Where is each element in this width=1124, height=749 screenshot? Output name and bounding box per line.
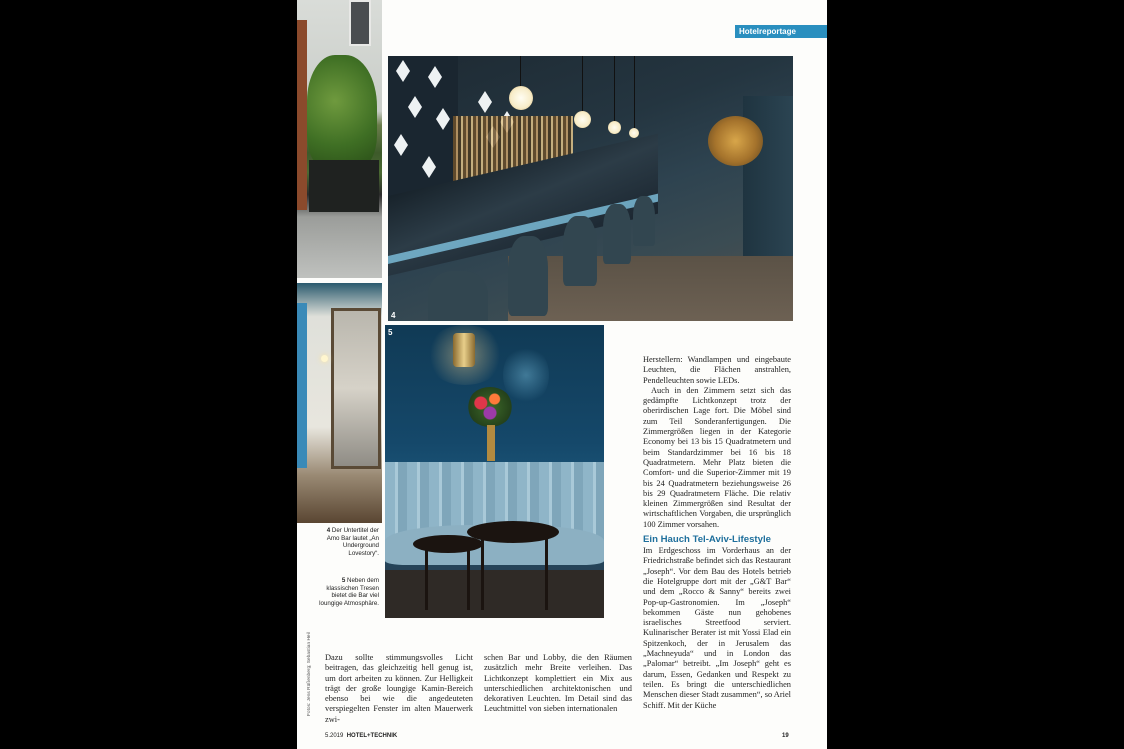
caption-4-text: Der Untertitel der Amo Bar lautet „An Underground Lovestory“. <box>326 527 379 557</box>
paragraph: Auch in den Zimmern setzt sich das gedämpfte Lichtkonzept trotz der oberirdischen Lage fort. Die Möbel sind zum Teil Sonderanfertigungen. Die Zimmergrößen liegen in der Kategorie Economy bei 13 bis 15 Quadratmetern und beim Standardzimmer bei 16 bis 18 Quadratmetern. Mehr Platz bieten die Comfort- und die Superior-Zimmer mit 19 bis 24 Quadratmetern beziehungsweise 26 bis 29 Quadratmetern Fläche. Die relativ kleinen Zimmergrößen sind Resultat der wirtschaftlichen Vorgaben, die ursprünglich 100 Zimmer vorsahen. <box>643 385 791 529</box>
photo-wall-sconce <box>453 333 475 367</box>
photo-lounge-floor <box>385 570 604 618</box>
photo-curtain <box>297 303 307 468</box>
page-footer <box>325 733 397 739</box>
photo-stool <box>633 196 655 246</box>
photo-lounge <box>385 325 604 618</box>
photo-mirror <box>331 308 381 469</box>
photo-vase <box>487 425 495 461</box>
photo-table-leg <box>545 535 548 610</box>
caption-5-number: 5 <box>341 577 346 584</box>
photo-pendant-wire <box>520 56 521 86</box>
paragraph: Im Erdgeschoss im Vorderhaus an der Friedrichstraße befindet sich das Restaurant „Joseph“. Vor dem Bau des Hotels betrieb die Hotelgruppe dort mit der „G&T Bar“ und dem „Rocco & Sanny“ bereits zwei Pop-up-Gastronomien. Im „Joseph“ bekommen Gäste nun gehobenes israelisches Streetfood serviert. Kulinarischer Berater ist mit Yossi Elad ein Spitzenkoch, der in Jerusalem das „Machneyuda“ und in London das „Palomar“ betreibt. „Im Joseph“ geht es darum, Essen, Gedanken und Respekt zu teilen. Es bringt die unterschiedlichen Menschen dieser Stadt zusammen“, so Ariel Schiff. Mit der Küche <box>643 546 791 710</box>
photo-pendant-globe <box>608 121 621 134</box>
photo-window <box>349 0 371 46</box>
photo-exterior-strip <box>297 0 382 278</box>
text-column-right <box>643 355 791 711</box>
photo-pendant-globe <box>574 111 591 128</box>
section-heading: Ein Hauch Tel-Aviv-Lifestyle <box>643 534 771 546</box>
photo-stool <box>508 236 548 316</box>
photo-tree <box>307 55 377 170</box>
photo-door <box>297 20 307 210</box>
caption-4 <box>313 527 379 557</box>
photo-number-4: 4 <box>391 311 396 320</box>
photo-stool <box>563 216 597 286</box>
photo-stool <box>603 204 631 264</box>
photo-pendant-globe <box>509 86 533 110</box>
page-number: 19 <box>782 733 789 739</box>
caption-4-number: 4 <box>326 527 331 534</box>
photo-table-leg <box>481 535 484 610</box>
photo-side-table <box>413 535 483 553</box>
paragraph: Herstellern: Wandlampen und eingebaute Leuchten, die Flächen anstrahlen, Pendelleuchten sowie LEDs. <box>643 355 791 385</box>
photo-number-5: 5 <box>388 328 393 337</box>
text-column-left <box>325 653 473 725</box>
text-column-middle <box>484 653 632 715</box>
photo-room-strip <box>297 283 382 523</box>
photo-pendant-wire <box>634 56 635 128</box>
photo-bar-wall <box>388 56 458 196</box>
photo-bar-floor <box>508 256 793 321</box>
photo-bar <box>388 56 793 321</box>
photo-lamp <box>321 355 328 362</box>
photo-flowers <box>467 387 513 427</box>
magazine-name-suffix: +TECHNIK <box>367 733 398 739</box>
magazine-name: HOTEL <box>346 733 368 739</box>
photo-golden-plant <box>708 116 763 166</box>
photo-pendant-wire <box>582 56 583 111</box>
photo-pendant-wire <box>614 56 615 121</box>
photo-table-leg <box>425 545 428 610</box>
caption-5 <box>313 577 379 607</box>
paragraph: Dazu sollte stimmungsvolles Licht beitragen, das gleichzeitig hell genug ist, um dort arbeiten zu können. Zur Helligkeit trägt der große loungige Kamin-Bereich ebenso bei wie die angedeuteten verspiegelten Fenster im alten Mauerwerk zwi- <box>325 653 473 724</box>
photo-table-leg <box>467 545 470 610</box>
photo-diamond <box>478 91 492 113</box>
paragraph: schen Bar und Lobby, die den Räumen zusätzlich mehr Breite verleihen. Das Lichtkonzept komplettiert ein Mix aus unterschiedlichen architektonischen und dekorativen Leuchten. Im Detail sind das Leuchtmittel von sieben internationalen <box>484 653 632 714</box>
issue-number: 5.2019 <box>325 733 344 739</box>
photo-pendant-globe <box>629 128 639 138</box>
caption-5-text: Neben dem klassischen Tresen bietet die Bar viel loungige Atmosphäre. <box>319 577 379 607</box>
magazine-page <box>297 0 827 749</box>
section-tag: Hotelreportage <box>735 25 827 38</box>
photo-stool <box>428 271 488 321</box>
photo-planter <box>309 160 379 212</box>
photo-credit: Fotos: Jens Rüßenberg; Sebastian Heil <box>307 632 312 716</box>
